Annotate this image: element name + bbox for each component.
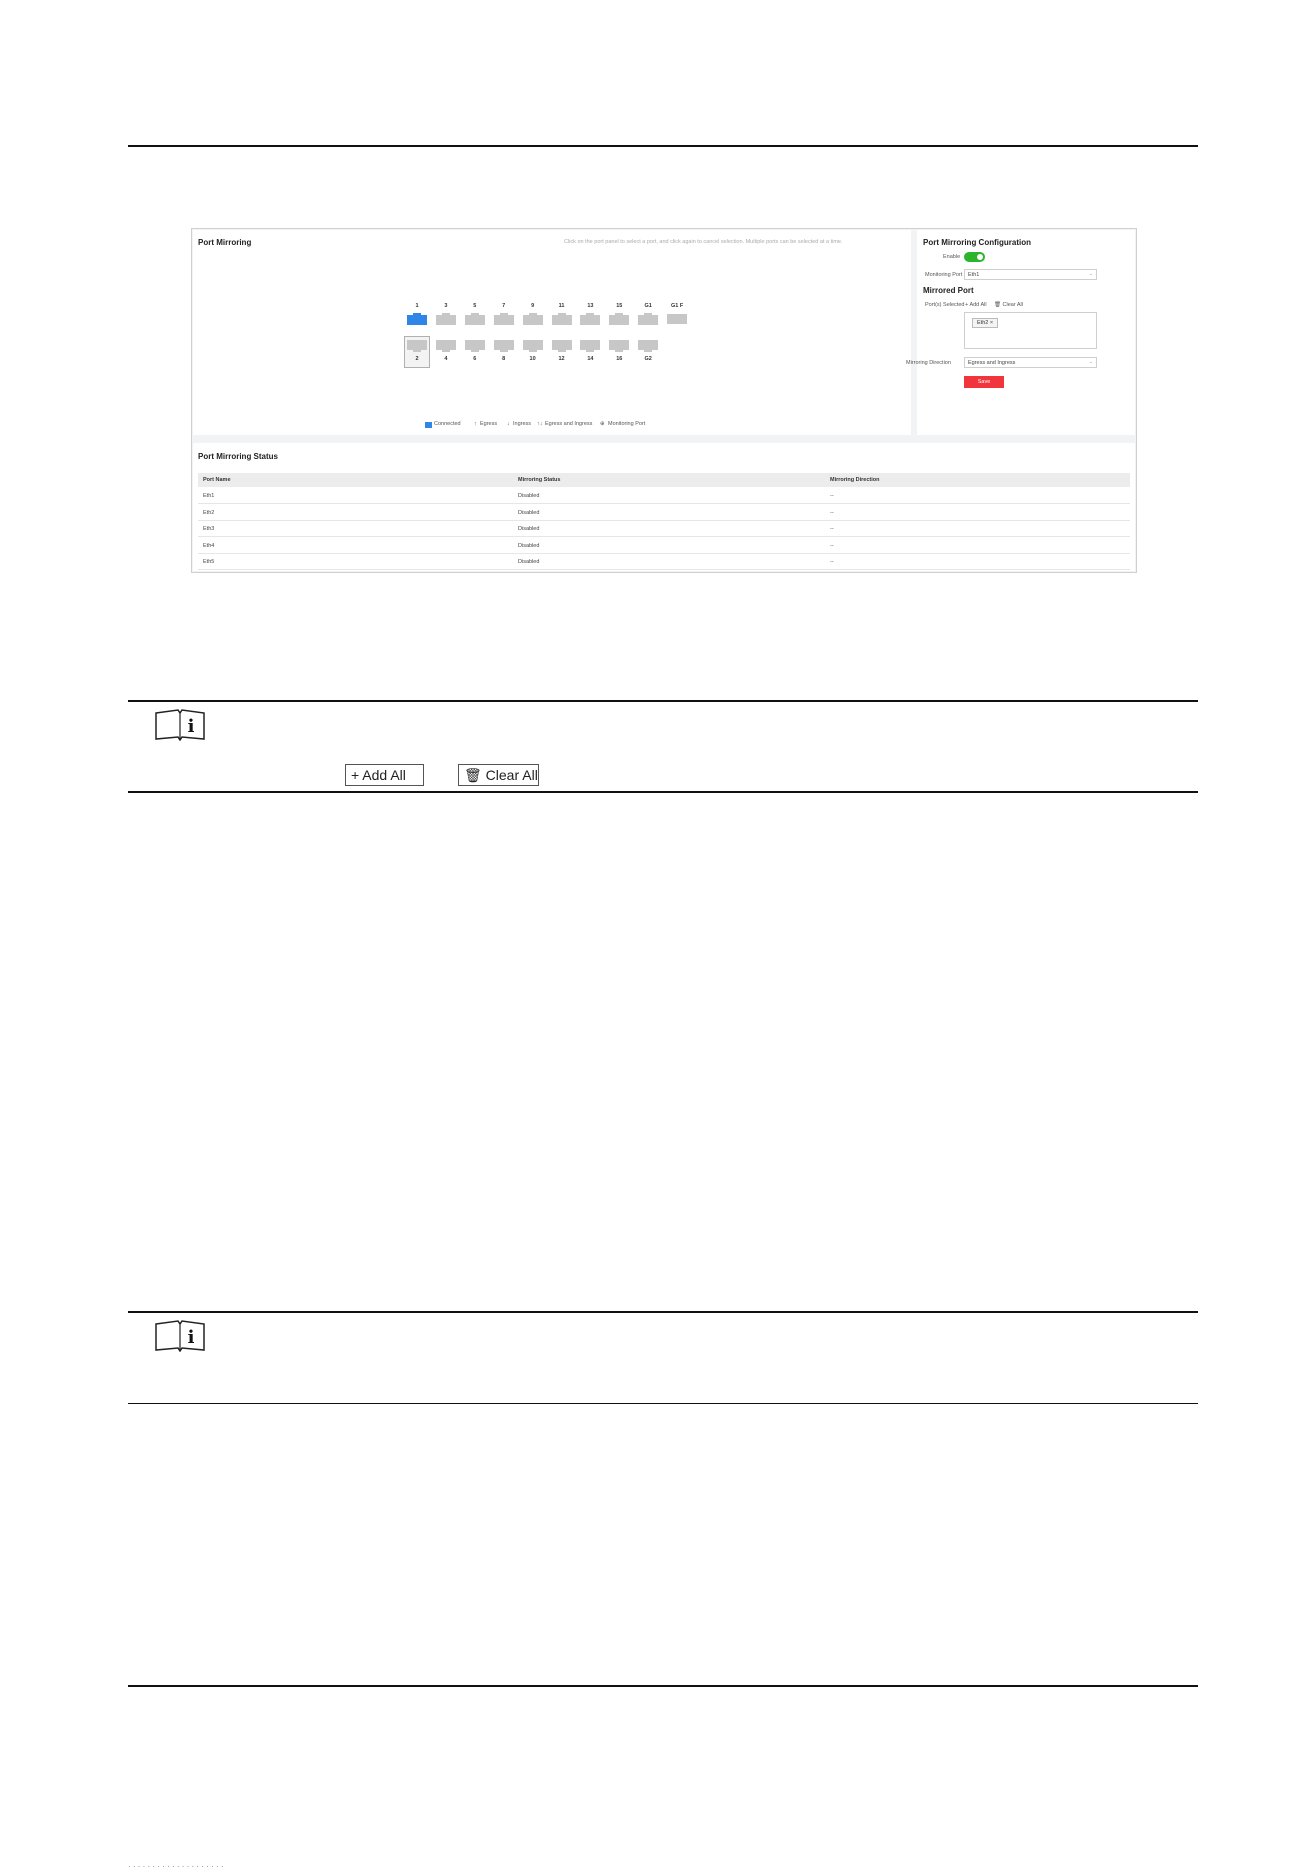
port-7[interactable] <box>494 313 514 325</box>
svg-text:i: i <box>187 716 195 737</box>
table-row-divider <box>198 569 1130 570</box>
table-header <box>198 473 1130 487</box>
port-label-g2: G2 <box>644 356 652 362</box>
chevron-down-icon: ⌄ <box>1088 359 1093 365</box>
row-mirroring-status: Disabled <box>518 493 540 499</box>
note-book-icon <box>154 1320 206 1352</box>
direction-label: Mirroring Direction <box>906 360 951 366</box>
add-all-button-ref: + Add All <box>345 764 424 786</box>
config-title: Port Mirroring Configuration <box>923 238 1031 247</box>
monitoring-port-label: Monitoring Port <box>925 272 963 278</box>
port-label-14: 14 <box>587 356 594 362</box>
port-label-7: 7 <box>502 303 506 309</box>
port-mirroring-title: Port Mirroring <box>198 238 252 247</box>
port-label-12: 12 <box>558 356 565 362</box>
port-13[interactable] <box>580 313 600 325</box>
port-label-11: 11 <box>558 303 565 309</box>
direction-select[interactable] <box>964 357 1097 368</box>
port-label-6: 6 <box>473 356 477 362</box>
note1-top-rule <box>128 700 1198 702</box>
port-g1-f[interactable] <box>667 313 687 325</box>
row-mirroring-direction: -- <box>830 493 834 499</box>
port-label-8: 8 <box>502 356 506 362</box>
port-label-9: 9 <box>531 303 535 309</box>
port-g2[interactable] <box>638 340 658 352</box>
trash-icon: 🗑 <box>994 302 1003 308</box>
port-5[interactable] <box>465 313 485 325</box>
legend-ingress: Ingress <box>513 421 532 427</box>
monitoring-port-icon: ⊕ <box>600 421 605 427</box>
clear-all-button[interactable] <box>994 302 1023 308</box>
row-mirroring-status: Disabled <box>518 542 540 549</box>
port-1[interactable] <box>407 313 427 325</box>
port-4[interactable] <box>436 340 456 352</box>
toggle-knob <box>977 254 983 260</box>
status-title: Port Mirroring Status <box>198 452 279 461</box>
row-port-name: Eth1 <box>203 493 215 499</box>
footer-rule <box>128 1685 1198 1687</box>
port-12[interactable] <box>552 340 572 352</box>
footer-text: · · · · · · · · · · · · · · · · · · · · <box>128 1862 224 1871</box>
port-panel <box>193 230 911 435</box>
table-row-divider <box>198 520 1130 521</box>
col-mirroring-direction: Mirroring Direction <box>830 477 880 483</box>
status-panel <box>193 443 1135 571</box>
port-label-5: 5 <box>473 303 477 309</box>
add-all-label: Add All <box>969 302 987 308</box>
header-rule <box>128 145 1198 147</box>
chevron-down-icon: ⌄ <box>1088 271 1093 277</box>
port-14[interactable] <box>580 340 600 352</box>
note2-top-rule <box>128 1311 1198 1313</box>
selected-ports-box[interactable] <box>964 312 1097 349</box>
clear-all-label: Clear All <box>1002 302 1023 308</box>
monitoring-port-value: Eth1 <box>968 272 980 278</box>
row-mirroring-direction: -- <box>830 559 834 565</box>
add-all-text: Add All <box>362 767 406 783</box>
monitoring-port-select[interactable] <box>964 269 1097 280</box>
port-8[interactable] <box>494 340 514 352</box>
row-mirroring-status: Disabled <box>518 526 540 532</box>
port-2[interactable] <box>407 340 427 352</box>
col-port-name: Port Name <box>203 477 231 483</box>
close-icon[interactable]: × <box>989 320 994 326</box>
port-6[interactable] <box>465 340 485 352</box>
row-port-name: Eth4 <box>203 542 215 549</box>
port-label-15: 15 <box>616 303 623 309</box>
config-panel <box>906 230 1135 435</box>
port-9[interactable] <box>523 313 543 325</box>
clear-all-text: Clear All <box>485 767 538 783</box>
ports-selected-label: Port(s) Selected <box>925 302 965 308</box>
legend-egress-ingress: Egress and Ingress <box>545 421 593 427</box>
port-label-4: 4 <box>444 356 448 362</box>
row-mirroring-direction: -- <box>830 542 834 549</box>
port-label-10: 10 <box>529 356 536 362</box>
row-mirroring-status: Disabled <box>518 559 540 565</box>
selected-port-tag[interactable] <box>972 318 998 328</box>
row-port-name: Eth5 <box>203 559 215 565</box>
row-mirroring-direction: -- <box>830 509 834 516</box>
selection-hint: Click on the port panel to select a port, and click again to cancel selection. Multiple ports can be selected at a time. <box>564 239 843 245</box>
port-11[interactable] <box>552 313 572 325</box>
plus-icon: + <box>965 302 970 308</box>
table-row-divider <box>198 553 1130 554</box>
egress-ingress-icon: ↑↓ <box>537 421 543 427</box>
mirrored-port-title: Mirrored Port <box>923 286 974 295</box>
add-all-button[interactable] <box>965 302 987 308</box>
table-row-divider <box>198 536 1130 537</box>
direction-value: Egress and Ingress <box>968 360 1016 366</box>
port-label-g1: G1 <box>644 303 652 309</box>
note-book-icon <box>154 709 206 741</box>
port-mirroring-screenshot <box>191 228 1137 573</box>
port-g1[interactable] <box>638 313 658 325</box>
note2-bottom-rule <box>128 1403 1198 1404</box>
row-port-name: Eth2 <box>203 509 215 516</box>
egress-icon: ↑ <box>474 421 477 427</box>
port-label-13: 13 <box>587 303 594 309</box>
legend-monitoring: Monitoring Port <box>608 421 646 427</box>
row-mirroring-direction: -- <box>830 526 834 532</box>
tag-label: Eth2 <box>977 320 989 326</box>
port-label-2: 2 <box>415 356 419 362</box>
port-3[interactable] <box>436 313 456 325</box>
clear-all-button-ref <box>458 764 539 786</box>
table-row-divider <box>198 503 1130 504</box>
save-button[interactable]: Save <box>964 376 1004 388</box>
port-label-g1-f: G1 F <box>670 303 684 309</box>
port-16[interactable] <box>609 340 629 352</box>
row-port-name: Eth3 <box>203 526 215 532</box>
legend-egress: Egress <box>480 421 498 427</box>
port-label-1: 1 <box>415 303 419 309</box>
port-15[interactable] <box>609 313 629 325</box>
row-mirroring-status: Disabled <box>518 509 540 516</box>
col-mirroring-status: Mirroring Status <box>518 477 561 483</box>
svg-text:i: i <box>187 1327 195 1348</box>
ingress-icon: ↓ <box>507 421 510 427</box>
port-label-16: 16 <box>616 356 623 362</box>
enable-toggle[interactable] <box>964 252 985 262</box>
legend-connected: Connected <box>434 421 461 427</box>
enable-label: Enable <box>943 254 961 260</box>
port-label-3: 3 <box>444 303 448 309</box>
port-10[interactable] <box>523 340 543 352</box>
note1-bottom-rule <box>128 791 1198 793</box>
connected-swatch <box>425 422 432 428</box>
trash-icon: 🗑 <box>464 767 482 783</box>
